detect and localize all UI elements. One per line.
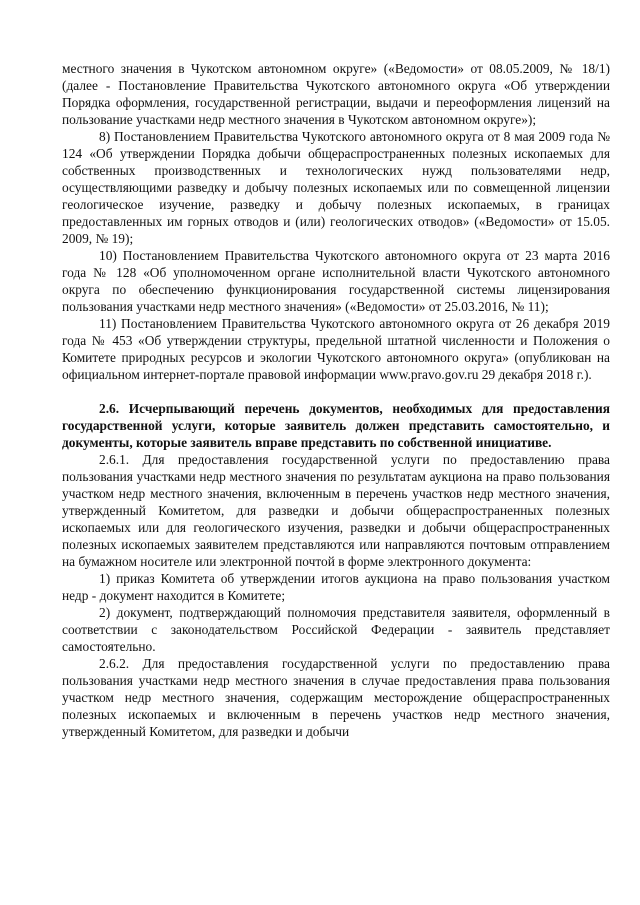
paragraph-item-11: 11) Постановлением Правительства Чукотского автономного округа от 26 декабря 2019 года № 453 «Об утверждении структуры, предельной штатной численности и Положения о Комитете природных ресурсов и экологии Чукотского автономного округа» (опубликован на официальном интернет-портале правовой информации www.pravo.gov.ru 29 декабря 2018 г.). <box>62 316 610 382</box>
list-item-2: 2) документ, подтверждающий полномочия представителя заявителя, оформленный в соответствии с законодательством Российской Федерации - заявитель представляет самостоятельно. <box>62 605 610 654</box>
paragraph-continuation: местного значения в Чукотском автономном округе» («Ведомости» от 08.05.2009, № 18/1) (далее - Постановление Правительства Чукотского автономного округа «Об утверждении Порядка оформления, государственной регистрации, выдачи и переоформления лицензий на пользование участками недр местного значения в Чукотском автономном округе»); <box>62 61 610 127</box>
document-page <box>62 60 610 740</box>
paragraph-item-8: 8) Постановлением Правительства Чукотского автономного округа от 8 мая 2009 года № 124 «Об утверждении Порядка добычи общераспространенных полезных ископаемых для собственных производственных и технологических нужд пользователями недр, осуществляющими разведку и добычу полезных ископаемых или по совмещенной лицензии геологическое изучение, разведку и добычу полезных ископаемых, в границах предоставленных им горных отводов и (или) геологических отводов» («Ведомости» от 15.05. 2009, № 19); <box>62 129 610 246</box>
paragraph-2-6-2: 2.6.2. Для предоставления государственной услуги по предоставлению права пользования участками недр местного значения в случае предоставления права пользования участком недр местного значения, содержащим месторождение общераспространенных полезных ископаемых и включенным в перечень участков недр местного значения, утвержденный Комитетом, для разведки и добычи <box>62 656 610 739</box>
paragraph-2-6-1: 2.6.1. Для предоставления государственной услуги по предоставлению права пользования участками недр местного значения по результатам аукциона на право пользования участком недр местного значения, включенным в перечень участков недр местного значения, утвержденный Комитетом, для разведки и добычи общераспространенных полезных ископаемых или для геологического изучения, разведки и добычи общераспространенных полезных ископаемых заявителем представляются или направляются почтовым отправлением на бумажном носителе или электронной почтой в форме электронного документа: <box>62 452 610 569</box>
paragraph-item-10: 10) Постановлением Правительства Чукотского автономного округа от 23 марта 2016 года № 128 «Об уполномоченном органе исполнительной власти Чукотского автономного округа по обеспечению функционирования государственной системы лицензирования пользования участками недр местного значения» («Ведомости» от 25.03.2016, № 11); <box>62 248 610 314</box>
list-item-1: 1) приказ Комитета об утверждении итогов аукциона на право пользования участком недр - документ находится в Комитете; <box>62 571 610 603</box>
section-heading-2-6: 2.6. Исчерпывающий перечень документов, необходимых для предоставления государственной услуги, которые заявитель должен представить самостоятельно, и документы, которые заявитель вправе представить по собственной инициативе. <box>62 401 610 450</box>
